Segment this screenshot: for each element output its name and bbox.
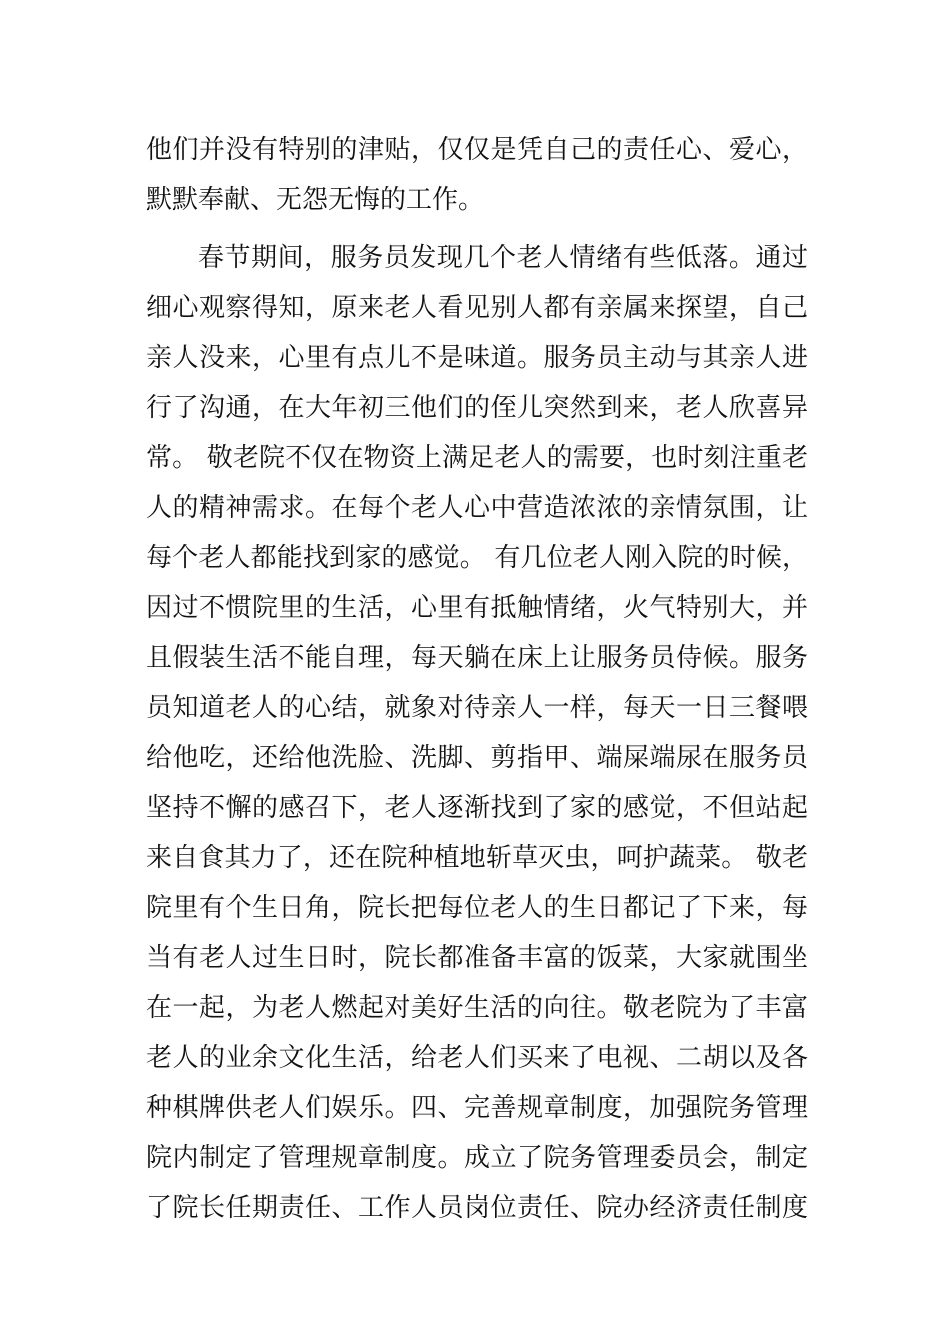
text-line: 春节期间，服务员发现几个老人情绪有些低落。通过 bbox=[198, 243, 808, 273]
text-line: 了院长任期责任、工作人员岗位责任、院办经济责任制度 bbox=[146, 1193, 808, 1223]
text-line: 且假装生活不能自理，每天躺在床上让服务员侍候。服务 bbox=[146, 643, 808, 673]
text-line: 坚持不懈的感召下，老人逐渐找到了家的感觉，不但站起 bbox=[146, 793, 808, 823]
text-line: 亲人没来，心里有点儿不是味道。服务员主动与其亲人进 bbox=[146, 343, 808, 373]
text-line: 员知道老人的心结，就象对待亲人一样，每天一日三餐喂 bbox=[146, 693, 808, 723]
text-line: 行了沟通，在大年初三他们的侄儿突然到来，老人欣喜异 bbox=[146, 393, 808, 423]
text-line: 老人的业余文化生活，给老人们买来了电视、二胡以及各 bbox=[146, 1043, 808, 1073]
text-line: 人的精神需求。在每个老人心中营造浓浓的亲情氛围，让 bbox=[146, 493, 808, 523]
text-line: 他们并没有特别的津贴，仅仅是凭自己的责任心、爱心， bbox=[146, 135, 808, 165]
text-line: 常。 敬老院不仅在物资上满足老人的需要，也时刻注重老 bbox=[146, 443, 808, 473]
text-line: 因过不惯院里的生活，心里有抵触情绪，火气特别大，并 bbox=[146, 593, 808, 623]
text-line: 每个老人都能找到家的感觉。 有几位老人刚入院的时候， bbox=[146, 543, 808, 573]
body-text bbox=[146, 125, 808, 1233]
text-line: 在一起，为老人燃起对美好生活的向往。敬老院为了丰富 bbox=[146, 993, 808, 1023]
text-line: 默默奉献、无怨无悔的工作。 bbox=[146, 185, 485, 215]
paragraph-gap bbox=[146, 225, 808, 233]
text-line: 种棋牌供老人们娱乐。四、完善规章制度，加强院务管理 bbox=[146, 1093, 808, 1123]
text-line: 细心观察得知，原来老人看见别人都有亲属来探望，自己 bbox=[146, 293, 808, 323]
text-line: 院内制定了管理规章制度。成立了院务管理委员会，制定 bbox=[146, 1143, 808, 1173]
text-line: 院里有个生日角，院长把每位老人的生日都记了下来，每 bbox=[146, 893, 808, 923]
text-line: 当有老人过生日时，院长都准备丰富的饭菜，大家就围坐 bbox=[146, 943, 808, 973]
text-line: 给他吃，还给他洗脸、洗脚、剪指甲、端屎端尿在服务员 bbox=[146, 743, 808, 773]
text-line: 来自食其力了，还在院种植地斩草灭虫，呵护蔬菜。 敬老 bbox=[146, 843, 808, 873]
